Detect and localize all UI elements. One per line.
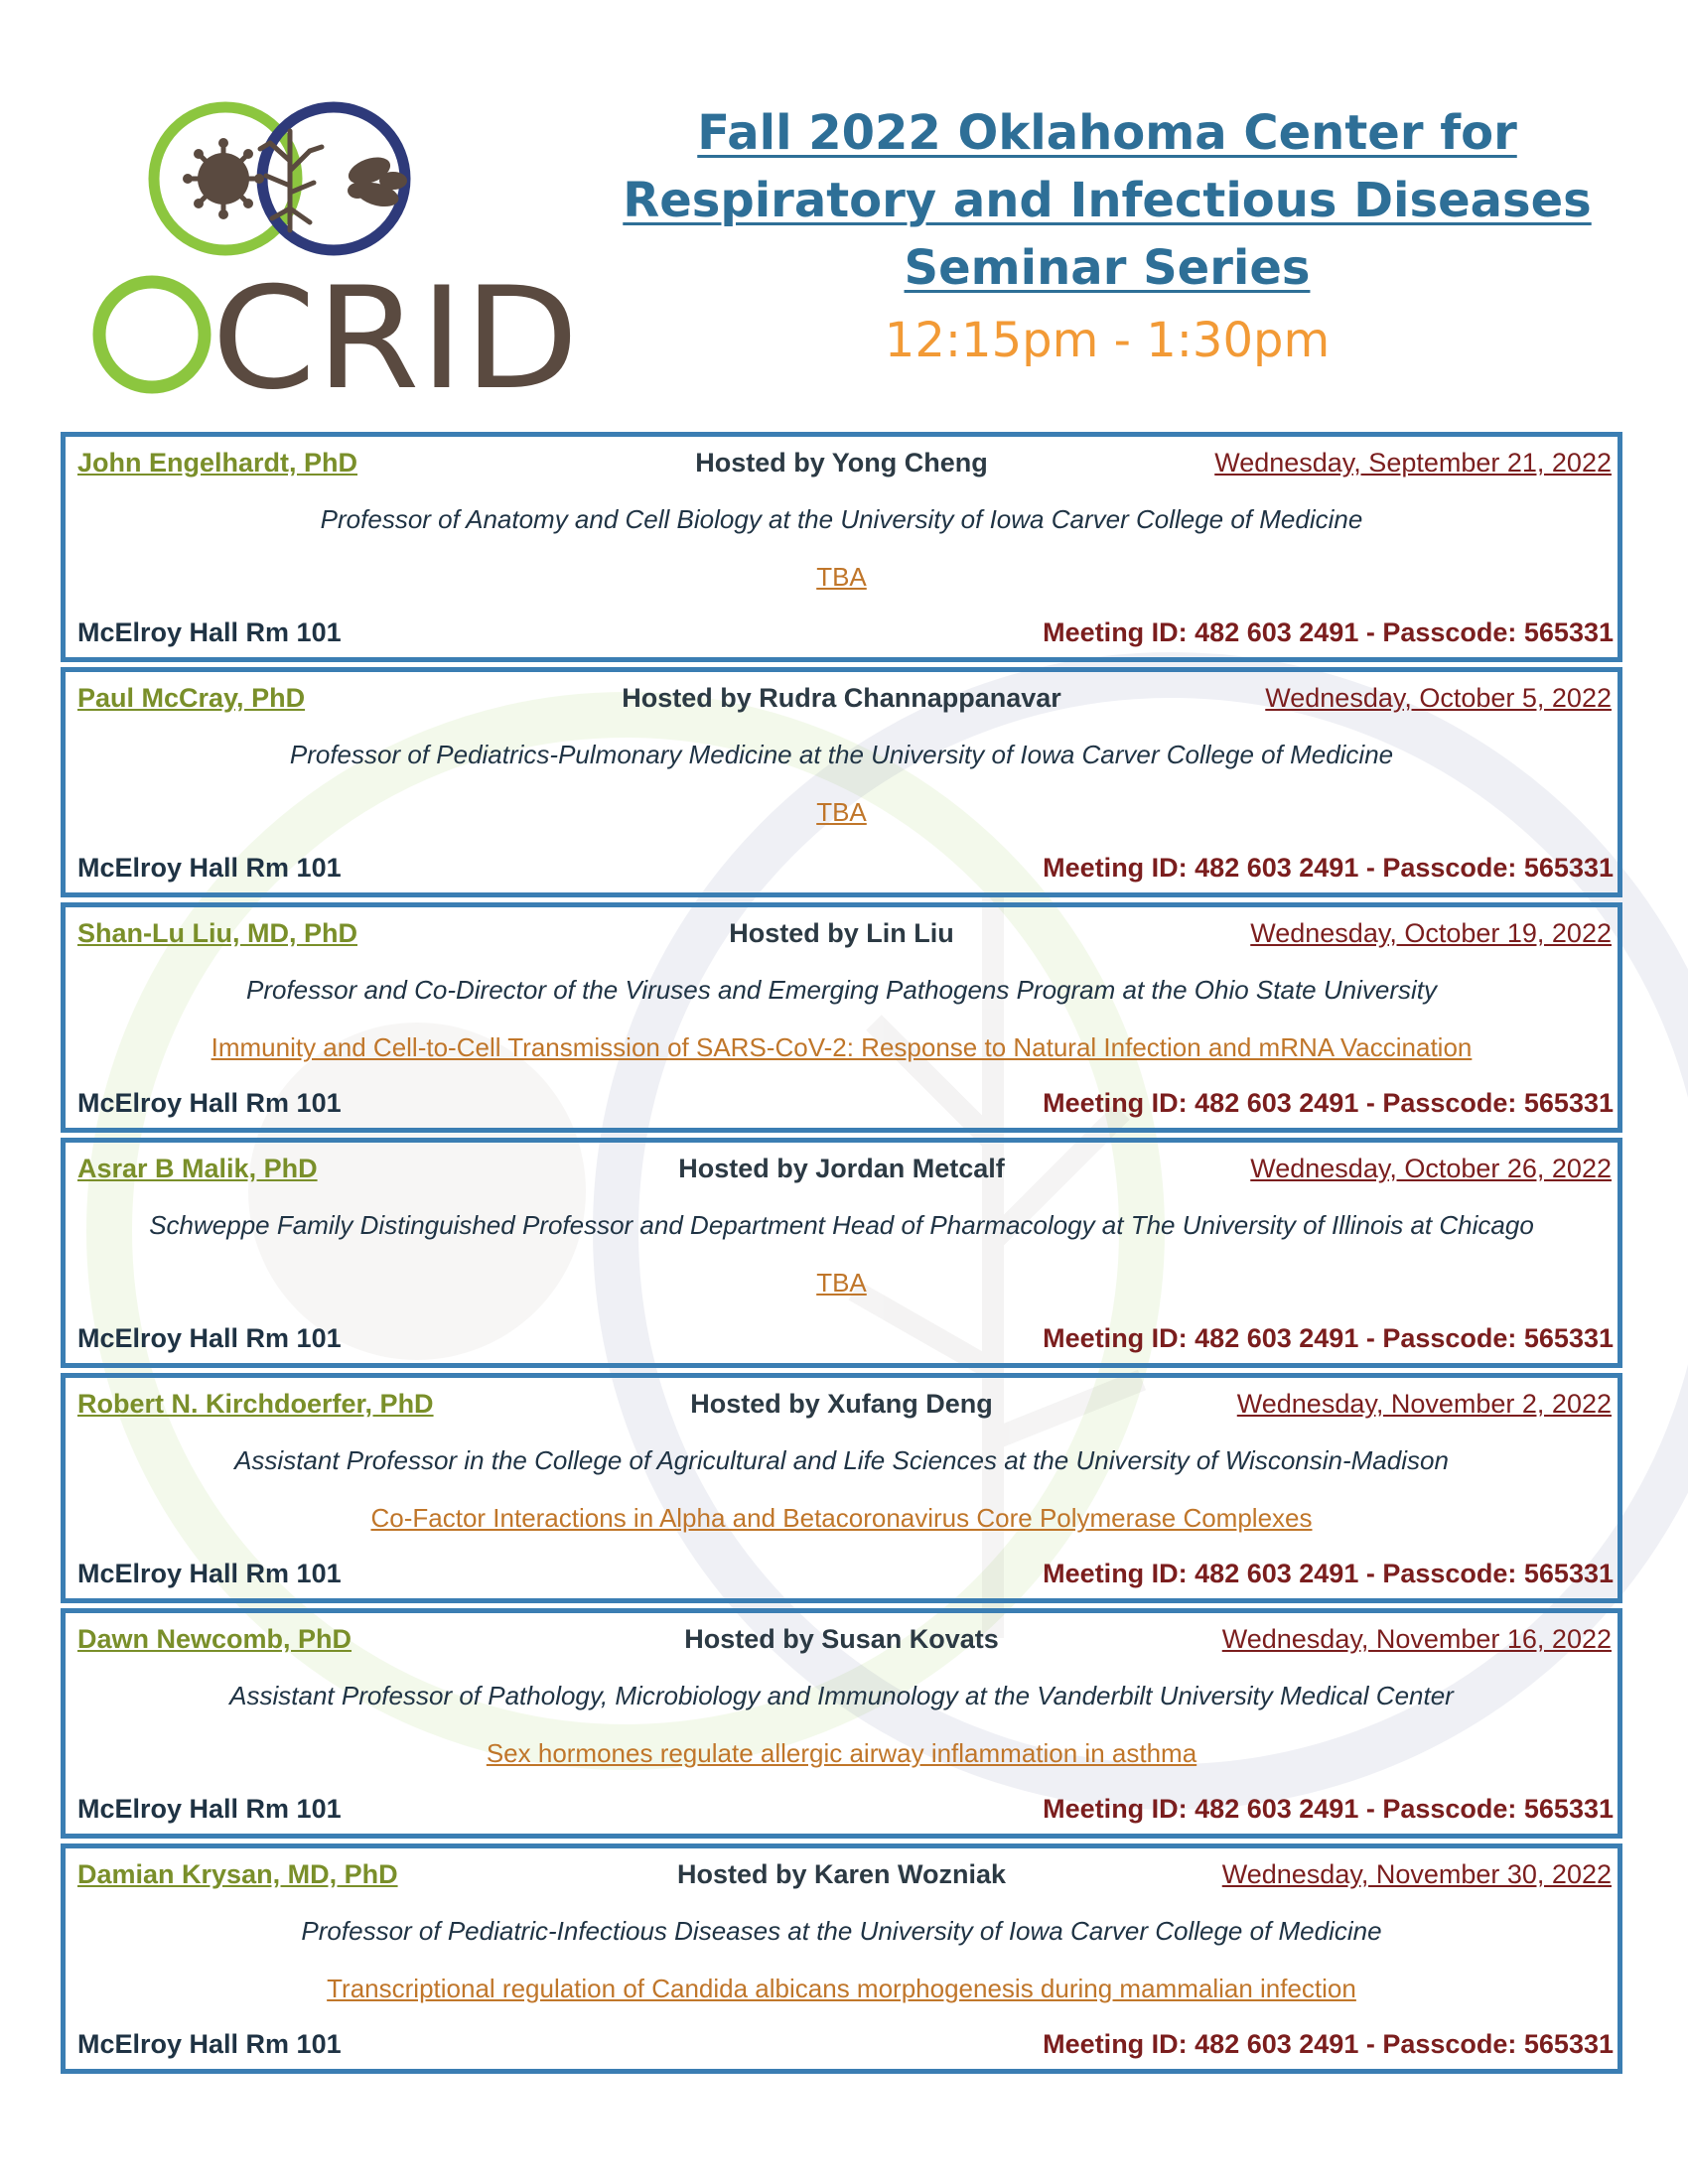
- event-card: [61, 1138, 1622, 1368]
- talk-title[interactable]: Immunity and Cell-to-Cell Transmission of SARS-CoV-2: Response to Natural Infection and mRNA Vaccination: [211, 1032, 1473, 1062]
- event-card: [61, 902, 1622, 1133]
- speaker-name[interactable]: Damian Krysan, MD, PhD: [77, 1859, 398, 1889]
- meeting-info: Meeting ID: 482 603 2491 - Passcode: 565331: [1043, 1559, 1614, 1588]
- ocrid-logo-graphic: [79, 91, 586, 409]
- speaker-position: Professor and Co-Director of the Viruses and Emerging Pathogens Program at the Ohio State University: [246, 975, 1437, 1005]
- title-line-2: Respiratory and Infectious Diseases: [623, 173, 1592, 228]
- event-list: [61, 432, 1622, 2079]
- speaker-name[interactable]: Robert N. Kirchdoerfer, PhD: [77, 1389, 434, 1419]
- talk-title[interactable]: Sex hormones regulate allergic airway inflammation in asthma: [486, 1738, 1197, 1768]
- speaker-name[interactable]: Dawn Newcomb, PhD: [77, 1624, 352, 1654]
- speaker-name[interactable]: Shan-Lu Liu, MD, PhD: [77, 918, 357, 948]
- speaker-name[interactable]: Asrar B Malik, PhD: [77, 1154, 318, 1183]
- event-location: McElroy Hall Rm 101: [77, 1559, 342, 1588]
- talk-title[interactable]: TBA: [816, 1268, 867, 1297]
- speaker-position: Professor of Anatomy and Cell Biology at the University of Iowa Carver College of Medicine: [320, 504, 1363, 534]
- meeting-info: Meeting ID: 482 603 2491 - Passcode: 565331: [1043, 1088, 1614, 1118]
- seminar-time: 12:15pm - 1:30pm: [884, 313, 1331, 368]
- meeting-info: Meeting ID: 482 603 2491 - Passcode: 565331: [1043, 2029, 1614, 2059]
- event-date[interactable]: Wednesday, November 16, 2022: [1221, 1624, 1612, 1654]
- speaker-position: Schweppe Family Distinguished Professor and Department Head of Pharmacology at The University of Illinois at Chicago: [149, 1210, 1534, 1240]
- meeting-info: Meeting ID: 482 603 2491 - Passcode: 565331: [1043, 1323, 1614, 1353]
- host-name: Hosted by Jordan Metcalf: [678, 1154, 1005, 1183]
- talk-title[interactable]: Transcriptional regulation of Candida albicans morphogenesis during mammalian infection: [327, 1974, 1356, 2003]
- event-card: [61, 1843, 1622, 2074]
- event-date[interactable]: Wednesday, November 30, 2022: [1221, 1859, 1612, 1889]
- meeting-info: Meeting ID: 482 603 2491 - Passcode: 565331: [1043, 1794, 1614, 1824]
- event-location: McElroy Hall Rm 101: [77, 1088, 342, 1118]
- host-name: Hosted by Xufang Deng: [690, 1389, 993, 1419]
- event-date[interactable]: Wednesday, October 5, 2022: [1265, 683, 1612, 713]
- svg-text:CRID: CRID: [211, 257, 579, 409]
- event-date[interactable]: Wednesday, September 21, 2022: [1214, 448, 1612, 478]
- event-location: McElroy Hall Rm 101: [77, 1323, 342, 1353]
- speaker-position: Professor of Pediatrics-Pulmonary Medicine at the University of Iowa Carver College of Medicine: [289, 740, 1394, 769]
- event-card: [61, 1373, 1622, 1603]
- header: [606, 99, 1609, 375]
- event-card: [61, 667, 1622, 897]
- speaker-position: Assistant Professor in the College of Agricultural and Life Sciences at the University of Wisconsin-Madison: [234, 1445, 1449, 1475]
- talk-title[interactable]: TBA: [816, 562, 867, 592]
- event-card: [61, 432, 1622, 662]
- title-line-3: Seminar Series: [904, 240, 1311, 296]
- host-name: Hosted by Lin Liu: [729, 918, 954, 948]
- event-date[interactable]: Wednesday, October 26, 2022: [1250, 1154, 1612, 1183]
- event-card: [61, 1608, 1622, 1839]
- ocrid-logo: [79, 91, 586, 409]
- meeting-info: Meeting ID: 482 603 2491 - Passcode: 565331: [1043, 617, 1614, 647]
- meeting-info: Meeting ID: 482 603 2491 - Passcode: 565331: [1043, 853, 1614, 883]
- virus-icon: [183, 138, 264, 219]
- event-date[interactable]: Wednesday, October 19, 2022: [1250, 918, 1612, 948]
- talk-title[interactable]: Co-Factor Interactions in Alpha and Betacoronavirus Core Polymerase Complexes: [370, 1503, 1313, 1533]
- speaker-position: Professor of Pediatric-Infectious Diseases at the University of Iowa Carver College of Medicine: [301, 1916, 1382, 1946]
- event-location: McElroy Hall Rm 101: [77, 853, 342, 883]
- talk-title[interactable]: TBA: [816, 797, 867, 827]
- event-date[interactable]: Wednesday, November 2, 2022: [1236, 1389, 1612, 1419]
- event-location: McElroy Hall Rm 101: [77, 617, 342, 647]
- host-name: Hosted by Rudra Channappanavar: [622, 683, 1061, 713]
- host-name: Hosted by Susan Kovats: [684, 1624, 999, 1654]
- host-name: Hosted by Yong Cheng: [695, 448, 988, 478]
- event-location: McElroy Hall Rm 101: [77, 1794, 342, 1824]
- speaker-name[interactable]: Paul McCray, PhD: [77, 683, 306, 713]
- host-name: Hosted by Karen Wozniak: [676, 1859, 1007, 1889]
- title-line-1: Fall 2022 Oklahoma Center for: [697, 105, 1517, 161]
- ocrid-wordmark: [99, 257, 579, 409]
- event-location: McElroy Hall Rm 101: [77, 2029, 342, 2059]
- speaker-name[interactable]: John Engelhardt, PhD: [77, 448, 358, 478]
- speaker-position: Assistant Professor of Pathology, Microbiology and Immunology at the Vanderbilt University Medical Center: [229, 1681, 1454, 1710]
